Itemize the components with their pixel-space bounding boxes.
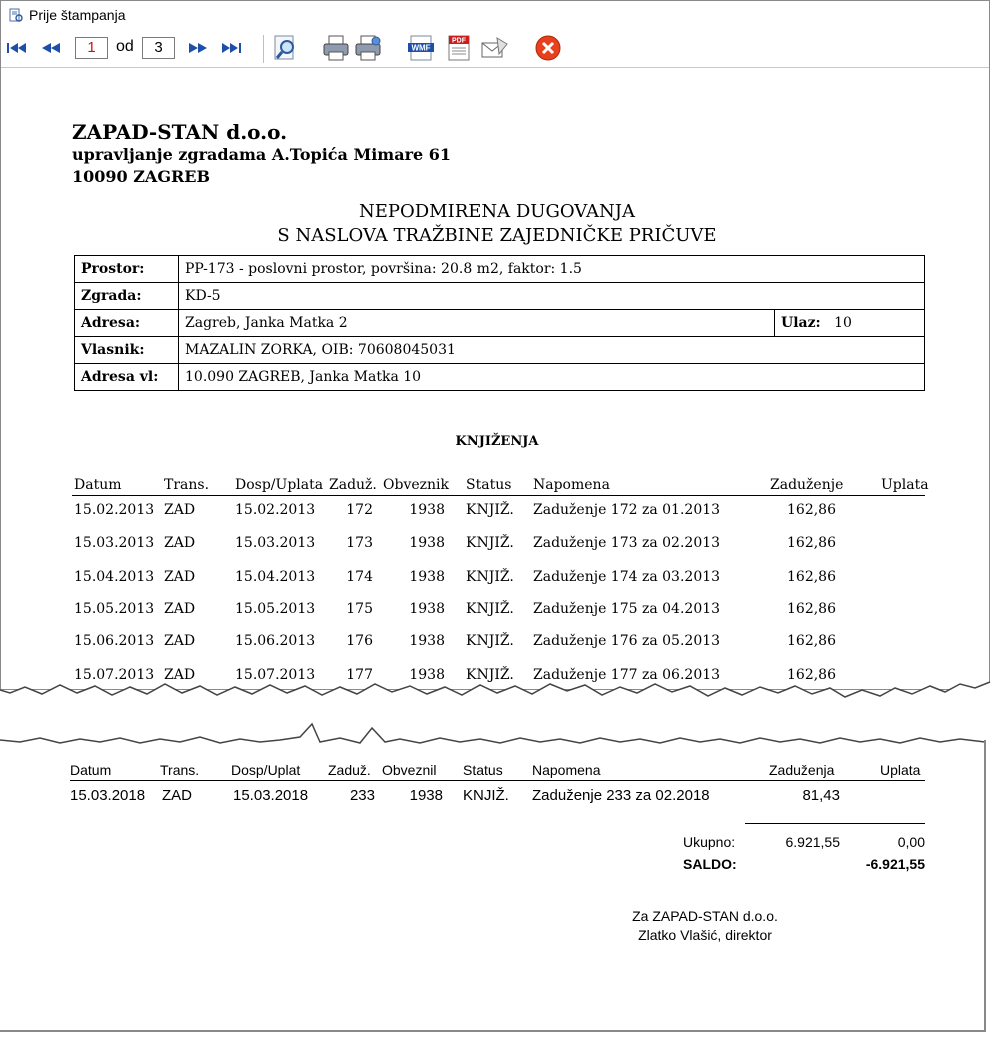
cell-obveznik: 1938 (409, 667, 445, 683)
ledger-row (72, 535, 925, 553)
cell-obveznik: 1938 (409, 601, 445, 617)
svg-text:PDF: PDF (452, 37, 466, 45)
col-trans: Trans. (164, 477, 210, 493)
saldo-label: SALDO: (683, 856, 737, 872)
col-status: Status (466, 477, 512, 493)
last-zaduz: 233 (349, 787, 375, 804)
last-page-icon (219, 40, 243, 56)
cell-napomena: Zaduženje 175 za 04.2013 (533, 601, 721, 617)
close-icon (534, 34, 562, 62)
cell-status: KNJIŽ. (466, 633, 514, 649)
cell-status: KNJIŽ. (466, 502, 514, 518)
cell-obveznik: 1938 (409, 502, 445, 518)
cell-dosp: 15.02.2013 (235, 502, 316, 518)
cell-zaduzenje: 162,86 (787, 502, 836, 518)
of-label: od (116, 38, 134, 55)
next-page-icon (186, 40, 210, 56)
section-heading: KNJIŽENJA (455, 434, 539, 449)
zoom-icon (272, 34, 300, 62)
cell-datum: 15.03.2013 (74, 535, 155, 551)
zgrada-value: KD-5 (179, 283, 925, 310)
cell-status: KNJIŽ. (466, 535, 514, 551)
cell-zaduz: 172 (346, 502, 373, 518)
col-napomena: Napomena (533, 477, 610, 493)
title-bar (1, 1, 989, 31)
cell-dosp: 15.06.2013 (235, 633, 316, 649)
signature-company: Za ZAPAD-STAN d.o.o. (632, 908, 778, 924)
torn-edge-top (0, 660, 1003, 720)
adresa-vl-label: Adresa vl: (75, 364, 179, 391)
bottom-border (0, 1030, 986, 1032)
last-napomena: Zaduženje 233 za 02.2018 (532, 787, 710, 804)
cell-napomena: Zaduženje 177 za 06.2013 (533, 667, 721, 683)
cell-trans: ZAD (164, 633, 196, 649)
cell-dosp: 15.07.2013 (235, 667, 316, 683)
cell-zaduz: 173 (346, 535, 373, 551)
prostor-label: Prostor: (75, 256, 179, 283)
prev-page-icon (39, 40, 63, 56)
print-button[interactable] (321, 34, 351, 62)
cell-datum: 15.02.2013 (74, 502, 155, 518)
close-preview-button[interactable] (533, 34, 563, 62)
col-obveznik: Obveznik (383, 477, 449, 493)
cell-trans: ZAD (164, 535, 196, 551)
cell-dosp: 15.04.2013 (235, 569, 316, 585)
cell-napomena: Zaduženje 173 za 02.2013 (533, 535, 721, 551)
report-title-line2: S NASLOVA TRAŽBINE ZAJEDNIČKE PRIČUVE (277, 225, 717, 246)
cell-status: KNJIŽ. (466, 601, 514, 617)
adresa-vl-value: 10.090 ZAGREB, Janka Matka 10 (179, 364, 925, 391)
ulaz-value: 10 (834, 315, 852, 331)
last-datum: 15.03.2018 (70, 787, 146, 804)
col-zaduz-bottom: Zaduž. (328, 762, 371, 778)
ledger-row (72, 569, 925, 587)
ledger-row (72, 601, 925, 619)
cell-zaduzenje: 162,86 (787, 633, 836, 649)
ukupno-zaduzenje: 6.921,55 (785, 834, 840, 850)
cell-dosp: 15.05.2013 (235, 601, 316, 617)
print-setup-button[interactable] (353, 34, 383, 62)
cell-dosp: 15.03.2013 (235, 535, 316, 551)
previous-page-button[interactable] (39, 36, 63, 60)
cell-obveznik: 1938 (409, 569, 445, 585)
signature-name: Zlatko Vlašić, direktor (638, 927, 772, 943)
first-page-icon (5, 40, 29, 56)
ukupno-uplata: 0,00 (897, 834, 925, 850)
cell-datum: 15.06.2013 (74, 633, 155, 649)
export-wmf-button[interactable] (406, 34, 436, 62)
toolbar-separator (263, 35, 264, 63)
email-icon (479, 34, 509, 62)
col-dosp: Dosp/Uplata (235, 477, 324, 493)
cell-zaduz: 176 (346, 633, 373, 649)
col-datum: Datum (74, 477, 122, 493)
totals-divider (745, 823, 925, 824)
cell-zaduz: 175 (346, 601, 373, 617)
last-page-button[interactable] (219, 36, 243, 60)
next-page-button[interactable] (186, 36, 210, 60)
svg-text:WMF: WMF (411, 43, 431, 53)
cell-zaduzenje: 162,86 (787, 535, 836, 551)
col-napomena-bottom: Napomena (532, 762, 601, 778)
saldo-value: -6.921,55 (865, 856, 925, 872)
cell-napomena: Zaduženje 176 za 05.2013 (533, 633, 721, 649)
col-obveznik-bottom: Obveznil (382, 762, 437, 778)
cell-napomena: Zaduženje 174 za 03.2013 (533, 569, 721, 585)
bottom-right-border (984, 740, 986, 1030)
col-uplata-bottom: Uplata (880, 762, 921, 778)
total-pages-field: 3 (142, 37, 175, 59)
zoom-button[interactable] (272, 34, 300, 62)
prostor-value: PP-173 - poslovni prostor, površina: 20.8 m2, faktor: 1.5 (179, 256, 925, 283)
ledger-last-row (70, 787, 923, 805)
last-dosp: 15.03.2018 (233, 787, 309, 804)
vlasnik-label: Vlasnik: (75, 337, 179, 364)
cell-datum: 15.05.2013 (74, 601, 155, 617)
ulaz-cell (775, 310, 925, 337)
cell-status: KNJIŽ. (466, 569, 514, 585)
cell-trans: ZAD (164, 569, 196, 585)
col-status-bottom: Status (463, 762, 503, 778)
cell-trans: ZAD (164, 502, 196, 518)
cell-zaduzenje: 162,86 (787, 667, 836, 683)
cell-obveznik: 1938 (409, 633, 445, 649)
last-obveznik: 1938 (409, 787, 443, 804)
cell-datum: 15.07.2013 (74, 667, 155, 683)
col-dosp-bottom: Dosp/Uplat (231, 762, 301, 778)
ledger-row (72, 633, 925, 651)
first-page-button[interactable] (5, 36, 29, 60)
toolbar (1, 31, 989, 68)
torn-edge-bottom (0, 712, 1003, 752)
ukupno-label: Ukupno: (683, 834, 736, 850)
cell-zaduz: 174 (346, 569, 373, 585)
wmf-export-icon (406, 34, 436, 62)
last-zaduzenje: 81,43 (802, 787, 840, 804)
print-setup-icon (353, 34, 383, 62)
window-title: Prije štampanja (29, 7, 126, 23)
zgrada-label: Zgrada: (75, 283, 179, 310)
ledger-header-row (72, 477, 929, 496)
cell-zaduz: 177 (346, 667, 373, 683)
cell-trans: ZAD (164, 667, 196, 683)
col-datum-bottom: Datum (70, 762, 112, 778)
company-address-line: upravljanje zgradama A.Topića Mimare 61 (72, 145, 452, 164)
company-name: ZAPAD-STAN d.o.o. (72, 120, 288, 144)
pdf-export-icon (445, 34, 473, 62)
adresa-label: Adresa: (75, 310, 179, 337)
ledger-footer-header-row (70, 762, 925, 781)
col-uplata: Uplata (881, 477, 929, 493)
adresa-value: Zagreb, Janka Matka 2 (179, 310, 775, 337)
cell-trans: ZAD (164, 601, 196, 617)
export-pdf-button[interactable] (445, 34, 473, 62)
last-trans: ZAD (162, 787, 192, 804)
current-page-input[interactable]: 1 (75, 37, 108, 59)
vlasnik-value: MAZALIN ZORKA, OIB: 70608045031 (179, 337, 925, 364)
property-info-table (74, 255, 925, 391)
col-zaduzenje: Zaduženje (770, 477, 844, 493)
report-title-line1: NEPODMIRENA DUGOVANJA (358, 201, 636, 222)
print-icon (321, 34, 351, 62)
ledger-row (72, 502, 925, 520)
last-status: KNJIŽ. (463, 787, 509, 804)
col-zaduz: Zaduž. (329, 477, 377, 493)
ulaz-label: Ulaz: (781, 315, 821, 331)
cell-obveznik: 1938 (409, 535, 445, 551)
col-zaduzenje-bottom: Zaduženja (769, 762, 835, 778)
print-preview-app-icon (9, 8, 23, 22)
cell-status: KNJIŽ. (466, 667, 514, 683)
cell-napomena: Zaduženje 172 za 01.2013 (533, 502, 721, 518)
cell-datum: 15.04.2013 (74, 569, 155, 585)
cell-zaduzenje: 162,86 (787, 601, 836, 617)
cell-zaduzenje: 162,86 (787, 569, 836, 585)
email-button[interactable] (479, 34, 509, 62)
col-trans-bottom: Trans. (160, 762, 200, 778)
company-city: 10090 ZAGREB (72, 167, 211, 186)
